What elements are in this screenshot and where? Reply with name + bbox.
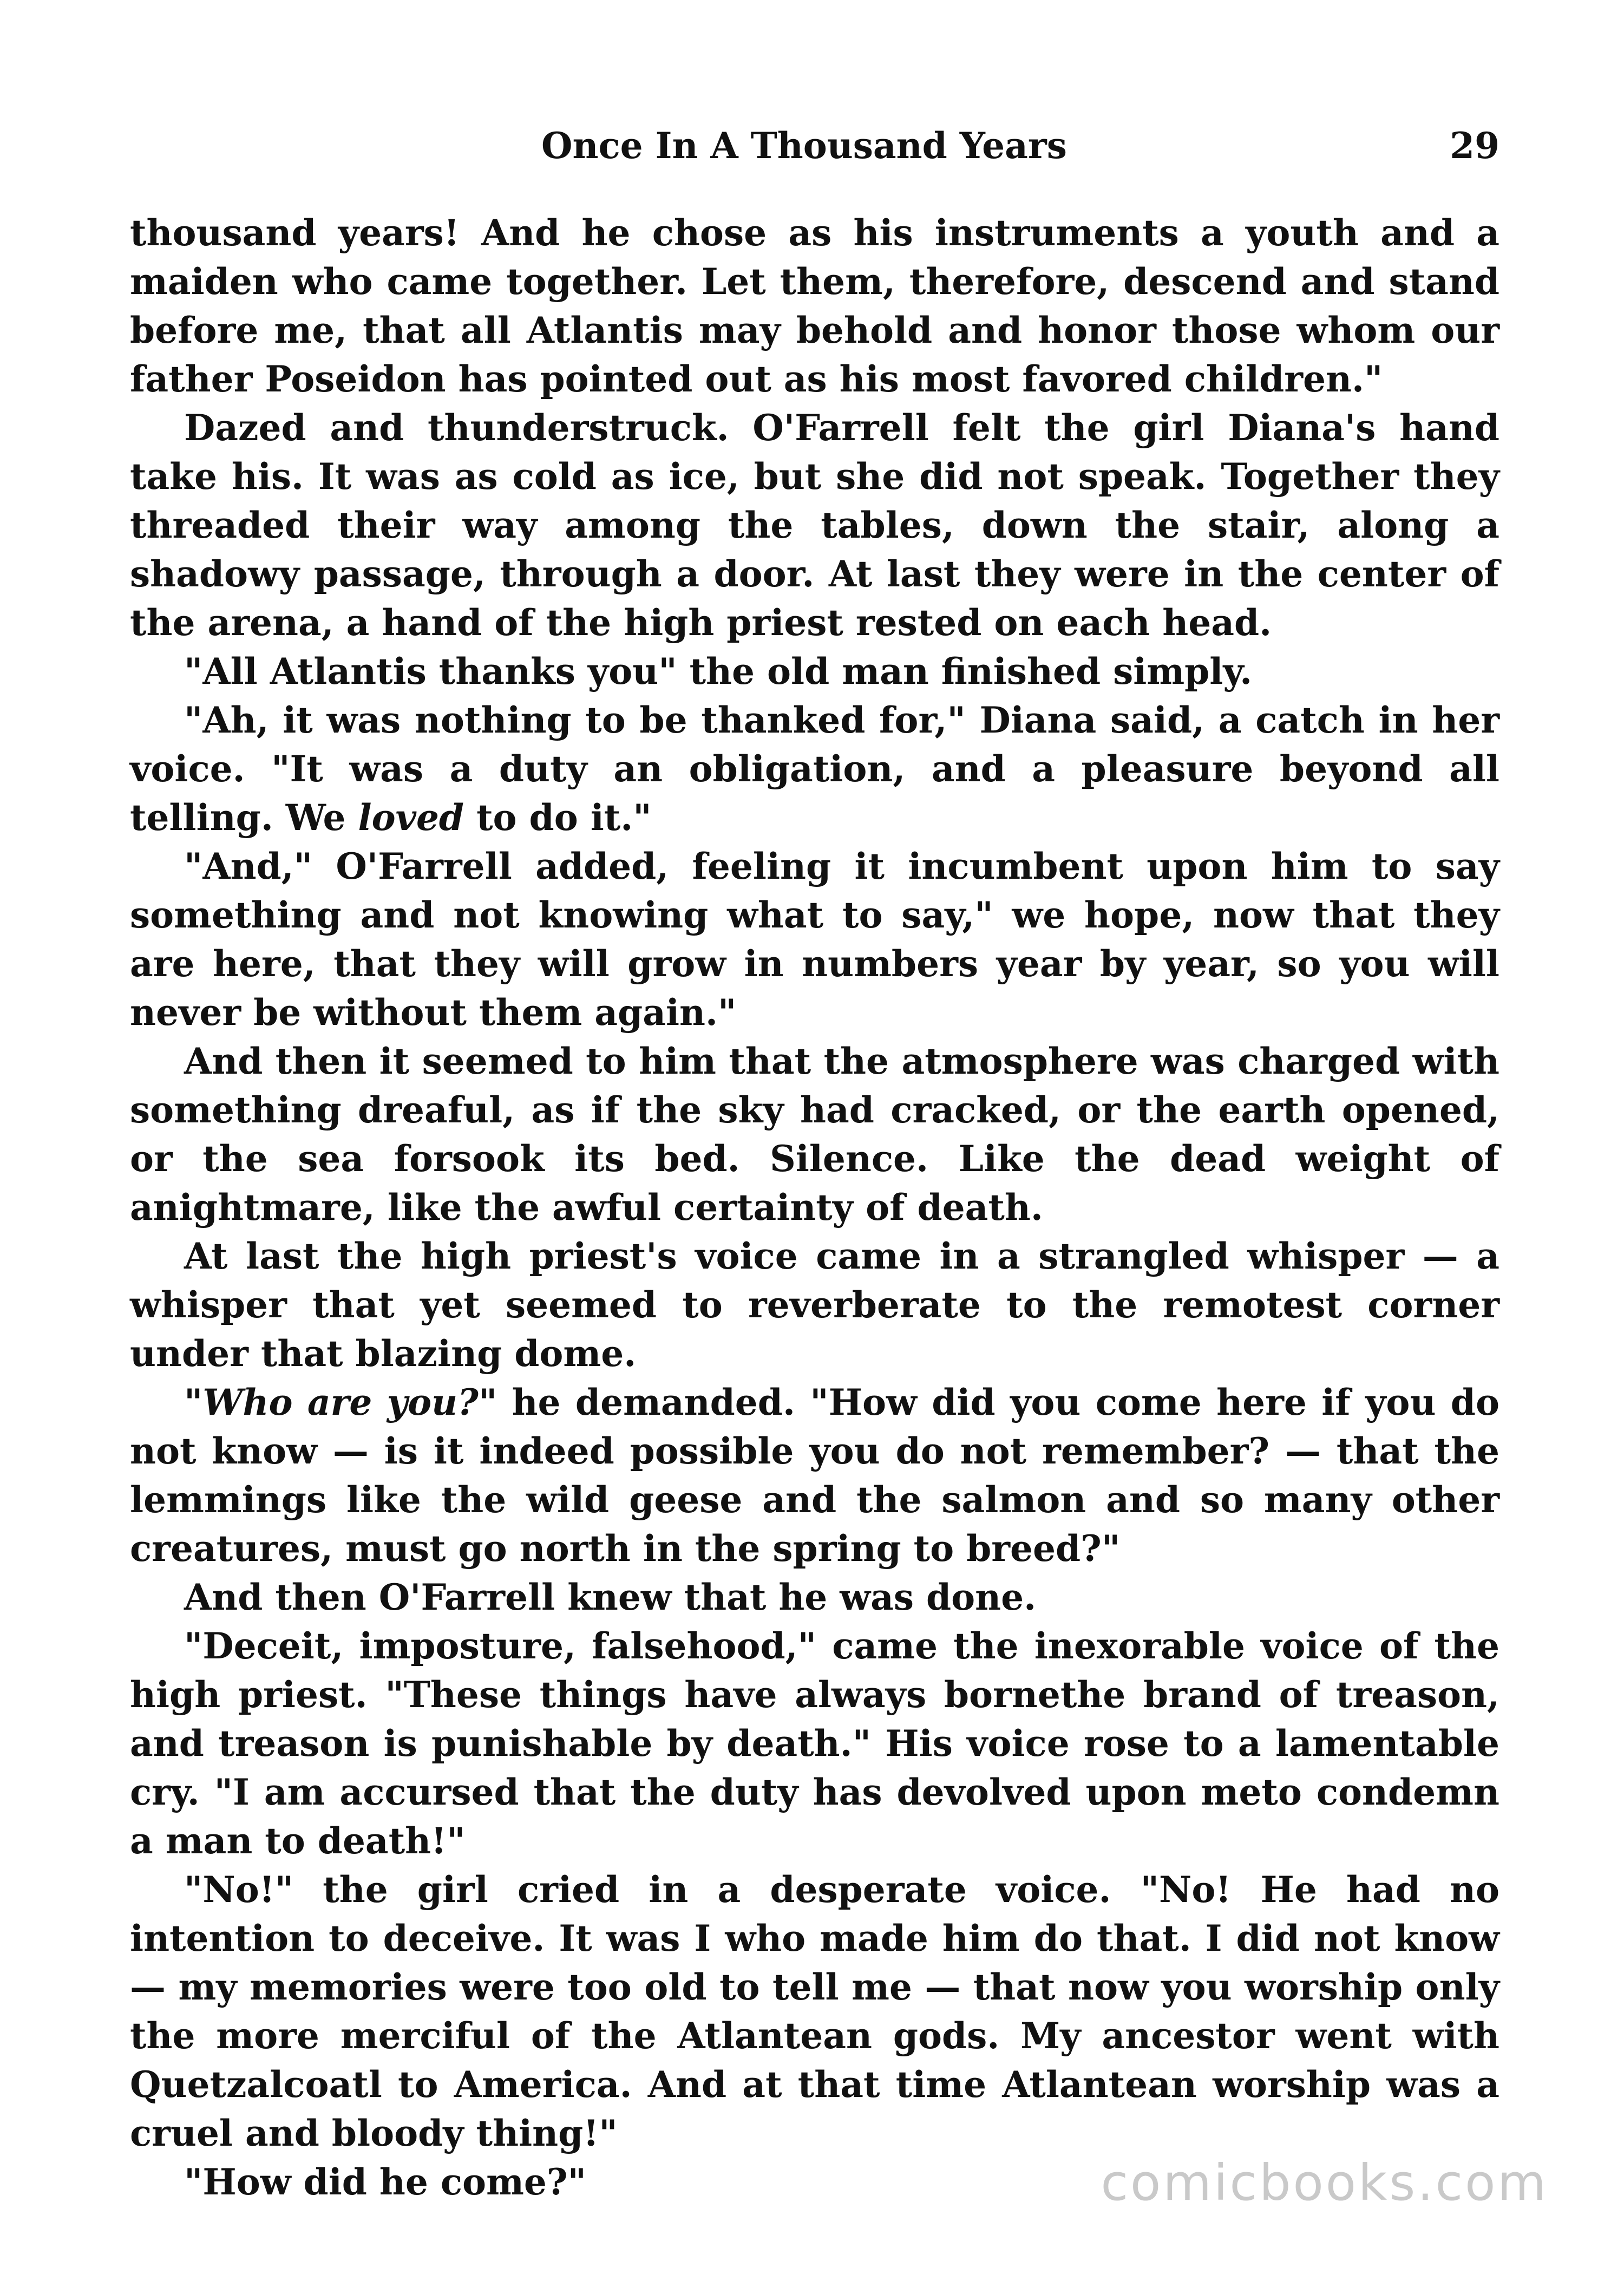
body-text bbox=[130, 208, 1499, 2206]
paragraph: "How did he come?" bbox=[184, 2161, 586, 2203]
emphasis: "Who are you?" bbox=[184, 1381, 497, 1423]
paragraph: "Who are you?" he demanded. "How did you come here if you do not know — is it indeed possible you do not remember? — that the lemmings like the wild geese and the salmon and so many other creatures, must go north in the spring to breed?" bbox=[130, 1381, 1499, 1570]
running-head bbox=[130, 125, 1499, 184]
paragraph: At last the high priest's voice came in a strangled whisper — a whisper that yet seemed to reverberate to the remotest corner under that blazing dome. bbox=[130, 1235, 1499, 1375]
emphasis: loved bbox=[358, 796, 464, 839]
paragraph: And then O'Farrell knew that he was done. bbox=[184, 1576, 1037, 1618]
paragraph: "Ah, it was nothing to be thanked for," Diana said, a catch in her voice. "It was a duty an obligation, and a pleasure beyond all telling. We loved to do it." bbox=[130, 699, 1499, 839]
page-number: 29 bbox=[1450, 125, 1499, 167]
paragraph: "All Atlantis thanks you" the old man finished simply. bbox=[184, 650, 1253, 692]
paragraph: "No!" the girl cried in a desperate voice. "No! He had no intention to deceive. It was I who made him do that. I did not know — my memories were too old to tell me — that now you worship only the more merciful of the Atlantean gods. My ancestor went with Quetzalcoatl to America. And at that time Atlantean worship was a cruel and bloody thing!" bbox=[130, 1868, 1499, 2154]
running-title: Once In A Thousand Years bbox=[541, 125, 1067, 167]
paragraph: "And," O'Farrell added, feeling it incumbent upon him to say something and not knowing what to say," we hope, now that they are here, that they will grow in numbers year by year, so you will never be without them again." bbox=[130, 845, 1499, 1034]
paragraph: And then it seemed to him that the atmosphere was charged with something dreaful, as if the sky had cracked, or the earth opened, or the sea forsook its bed. Silence. Like the dead weight of anightmare, like the awful certainty of death. bbox=[130, 1040, 1499, 1229]
paragraph: thousand years! And he chose as his instruments a youth and a maiden who came together. Let them, therefore, descend and stand before me, that all Atlantis may behold and honor those whom our father Poseidon has pointed out as his most favored children." bbox=[130, 212, 1499, 400]
paragraph: Dazed and thunderstruck. O'Farrell felt the girl Diana's hand take his. It was as cold as ice, but she did not speak. Together they threaded their way among the tables, down the stair, along a shadowy passage, through a door. At last they were in the center of the arena, a hand of the high priest rested on each head. bbox=[130, 407, 1499, 644]
watermark: comicbooks.com bbox=[1101, 2154, 1548, 2212]
paragraph: "Deceit, imposture, falsehood," came the inexorable voice of the high priest. "These things have always bornethe brand of treason, and treason is punishable by death." His voice rose to a lamentable cry. "I am accursed that the duty has devolved upon meto condemn a man to death!" bbox=[130, 1625, 1499, 1862]
